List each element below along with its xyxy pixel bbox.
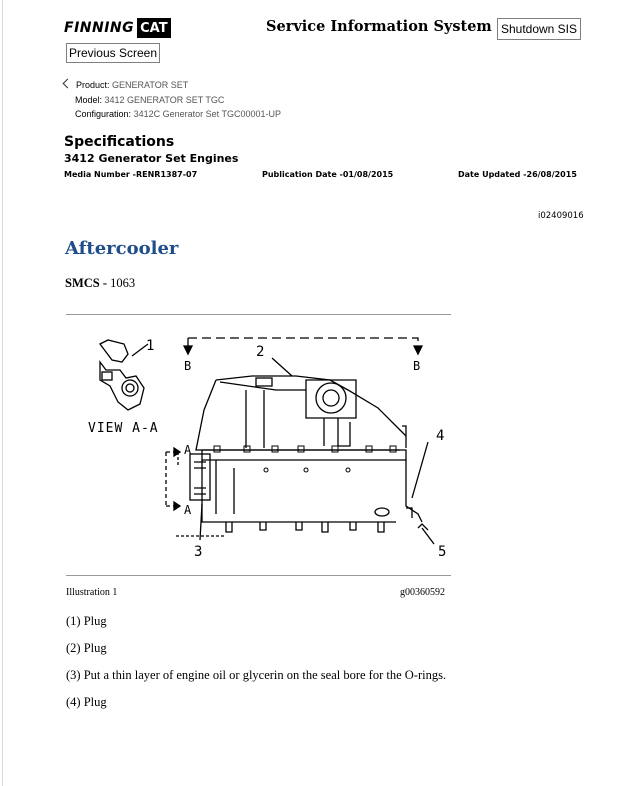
illustration-bottom-rule [66,575,451,576]
list-item: (3) Put a thin layer of engine oil or glycerin on the seal bore for the O-rings. [66,668,447,682]
logo-cat-mark: CAT [137,18,170,38]
callout-5: 5 [438,544,447,560]
aftercooler-illustration [66,318,456,566]
illustration-top-rule [66,314,451,315]
section-mark-a-top: A [184,443,192,457]
section-mark-b-left: B [184,359,192,373]
config-key: Configuration: [75,109,132,119]
callout-4: 4 [436,428,445,444]
illustration-caption: Illustration 1 [66,587,118,598]
list-item: (1) Plug [66,614,107,628]
document-id: i02409016 [538,211,584,221]
section-heading: Aftercooler [65,238,179,259]
shutdown-sis-button[interactable]: Shutdown SIS [497,18,581,40]
smcs-value: 1063 [110,276,136,290]
model-value: 3412 GENERATOR SET TGC [104,95,225,105]
smcs-code [65,276,135,291]
view-label: VIEW A-A [88,421,159,436]
media-number: Media Number -RENR1387-07 [64,170,198,179]
model-key: Model: [75,95,103,105]
back-arrow-icon[interactable] [63,79,73,89]
product-row [64,80,188,90]
callout-2: 2 [256,344,265,360]
model-row [75,95,224,105]
previous-screen-button[interactable]: Previous Screen [66,43,160,63]
section-mark-a-bottom: A [184,503,192,517]
date-updated: Date Updated -26/08/2015 [458,170,577,179]
product-key: Product: [76,80,110,90]
list-item: (4) Plug [66,695,107,709]
document-title: Specifications [64,134,175,150]
system-title: Service Information System [266,18,492,35]
document-subtitle: 3412 Generator Set Engines [64,152,239,165]
smcs-label: SMCS - [65,276,108,290]
product-value: GENERATOR SET [112,80,189,90]
config-value: 3412C Generator Set TGC00001-UP [133,109,281,119]
page-edge-divider [2,0,3,786]
callout-3: 3 [194,544,203,560]
finning-cat-logo [64,16,171,40]
callout-1: 1 [146,338,155,354]
list-item: (2) Plug [66,641,107,655]
logo-finning-text: FINNING [64,20,135,36]
illustration-graphic-id: g00360592 [400,587,445,598]
section-mark-b-right: B [413,359,421,373]
configuration-row [75,109,281,119]
publication-date: Publication Date -01/08/2015 [262,170,394,179]
